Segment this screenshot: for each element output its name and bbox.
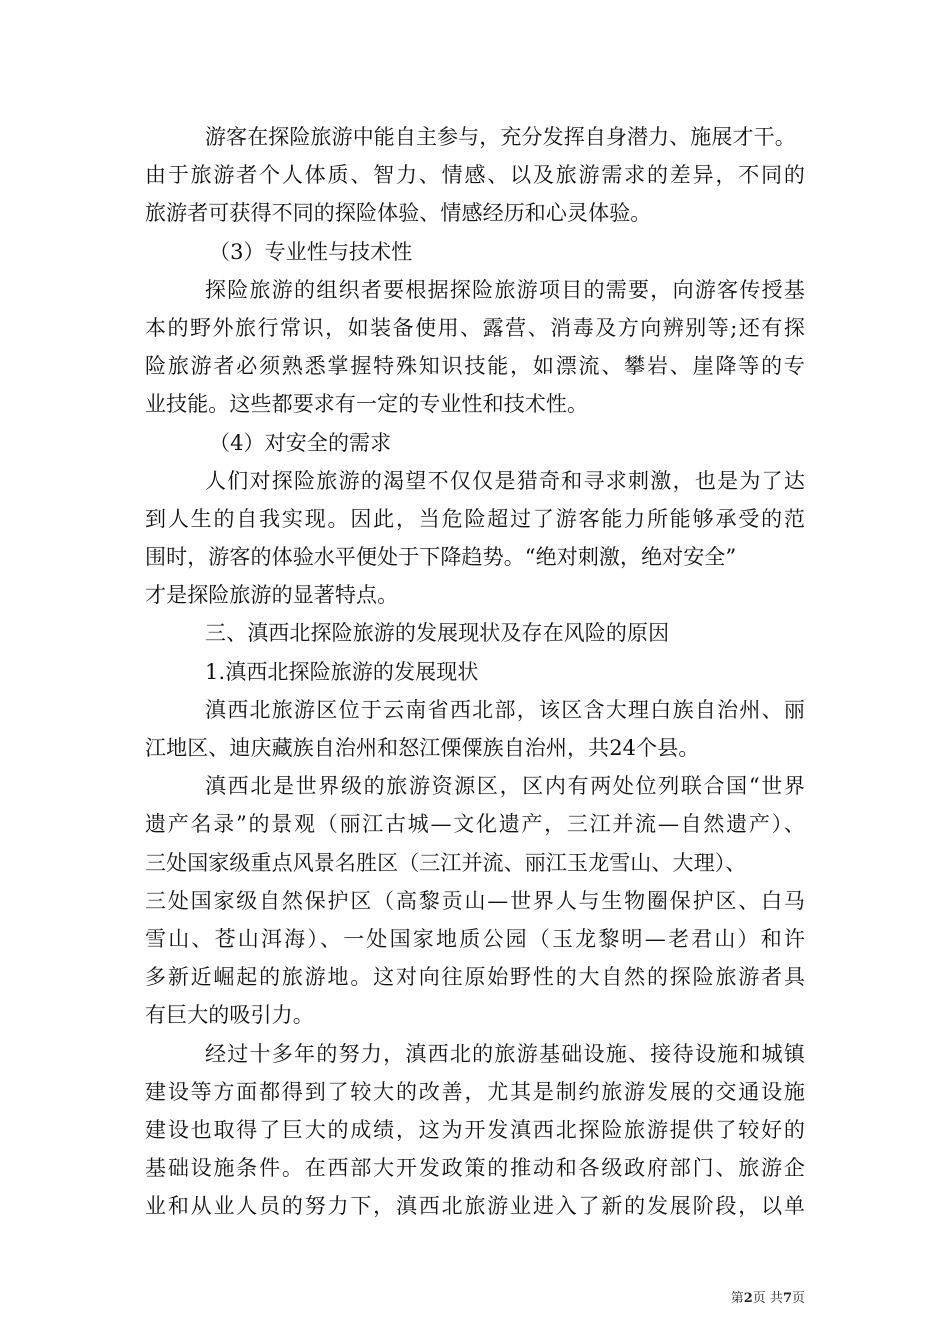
footer-prefix: 第 (730, 1291, 744, 1306)
paragraph-line: 到人生的自我实现。因此，当危险超过了游客能力所能够承受的范 (145, 506, 805, 531)
paragraph-line: 经过十多年的努力，滇西北的旅游基础设施、接待设施和城镇 (205, 1041, 805, 1066)
paragraph-line: 建设也取得了巨大的成绩，这为开发滇西北探险旅游提供了较好的 (145, 1117, 805, 1142)
paragraph-line: 业技能。这些都要求有一定的专业性和技术性。 (145, 392, 589, 417)
body-text (145, 118, 805, 1225)
footer-middle: 页 共 (752, 1291, 783, 1306)
section-heading: （4）对安全的需求 (209, 430, 392, 455)
paragraph-line: 多新近崛起的旅游地。这对向往原始野性的大自然的探险旅游者具 (145, 965, 805, 990)
paragraph-line: 三处国家级自然保护区（高黎贡山—世界人与生物圈保护区、白马 (145, 888, 805, 913)
paragraph-line: 三处国家级重点风景名胜区（三江并流、丽江玉龙雪山、大理）、 (145, 850, 747, 875)
paragraph-line: 基础设施条件。在西部大开发政策的推动和各级政府部门、旅游企 (145, 1156, 805, 1181)
paragraph-line: 探险旅游的组织者要根据探险旅游项目的需要，向游客传授基 (205, 277, 805, 302)
paragraph-line: 围时，游客的体验水平便处于下降趋势。“绝对刺激，绝对安全” (145, 545, 737, 570)
paragraph-line: 业和从业人员的努力下，滇西北旅游业进入了新的发展阶段，以单 (145, 1194, 805, 1219)
paragraph-line: 人们对探险旅游的渴望不仅仅是猎奇和寻求刺激，也是为了达 (205, 468, 805, 493)
current-page-number: 2 (743, 1291, 753, 1306)
paragraph-line: 游客在探险旅游中能自主参与，充分发挥自身潜力、施展才干。 (205, 125, 796, 149)
section-heading: 三、滇西北探险旅游的发展现状及存在风险的原因 (205, 621, 670, 646)
page-number-footer (731, 1291, 805, 1307)
paragraph-line: 才是探险旅游的显著特点。 (145, 583, 399, 608)
paragraph-line: 险旅游者必须熟悉掌握特殊知识技能，如漂流、攀岩、崖降等的专 (145, 354, 805, 379)
footer-suffix: 页 (791, 1291, 805, 1306)
paragraph-line: 遗产名录”的景观（丽江古城—文化遗产，三江并流—自然遗产）、 (145, 812, 805, 837)
paragraph-line: 由于旅游者个人体质、智力、情感、以及旅游需求的差异，不同的 (145, 163, 805, 188)
subsection-heading: 1.滇西北探险旅游的发展现状 (205, 659, 479, 684)
paragraph-line: 江地区、迪庆藏族自治州和怒江傈僳族自治州，共24个县。 (145, 736, 700, 760)
section-heading: （3）专业性与技术性 (209, 239, 413, 264)
paragraph-line: 有巨大的吸引力。 (145, 1003, 314, 1028)
paragraph-line: 雪山、苍山洱海）、一处国家地质公园（玉龙黎明—老君山）和许 (145, 926, 805, 951)
total-page-number: 7 (782, 1291, 792, 1306)
paragraph-line: 本的野外旅行常识，如装备使用、露营、消毒及方向辨别等;还有探 (145, 315, 805, 340)
paragraph-line: 滇西北是世界级的旅游资源区，区内有两处位列联合国“世界 (205, 774, 805, 799)
paragraph-line: 滇西北旅游区位于云南省西北部，该区含大理白族自治州、丽 (205, 697, 805, 722)
paragraph-line: 旅游者可获得不同的探险体验、情感经历和心灵体验。 (145, 201, 652, 226)
paragraph-line: 建设等方面都得到了较大的改善，尤其是制约旅游发展的交通设施 (145, 1079, 805, 1104)
